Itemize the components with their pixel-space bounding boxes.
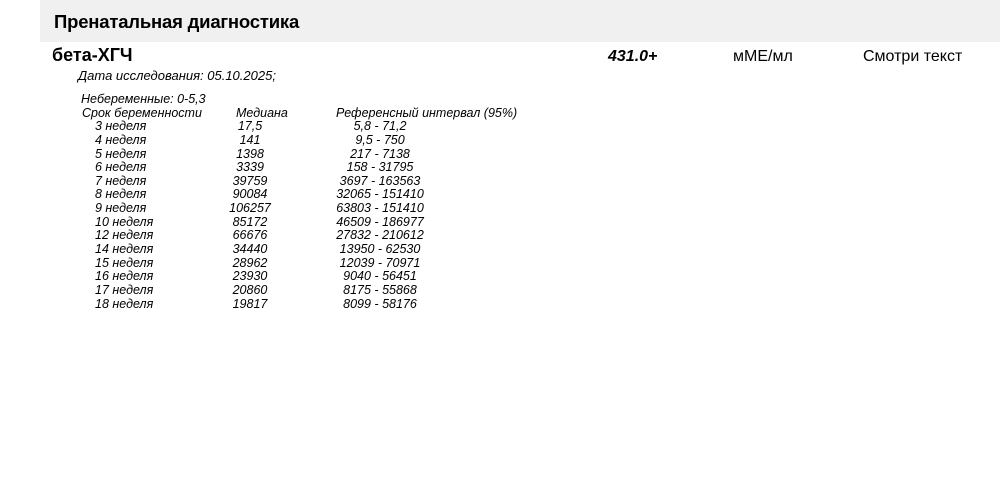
cell-interval: 8175 - 55868 [343, 282, 417, 297]
section-header-bar [40, 0, 1000, 42]
cell-median: 90084 [232, 187, 268, 202]
cell-median: 28962 [232, 255, 268, 270]
cell-median: 106257 [229, 201, 271, 216]
cell-week: 17 неделя [95, 282, 154, 297]
cell-week: 7 неделя [95, 173, 147, 188]
table-row [0, 148, 620, 162]
cell-interval: 158 - 31795 [346, 160, 414, 175]
non-pregnant-range: Небеременные: 0-5,3 [81, 92, 206, 106]
non-pregnant-line [0, 93, 620, 107]
cell-interval: 9,5 - 750 [355, 132, 405, 147]
cell-median: 1398 [236, 146, 264, 161]
cell-interval: 9040 - 56451 [343, 269, 417, 284]
cell-median: 85172 [232, 214, 268, 229]
table-row [0, 202, 620, 216]
table-row [0, 216, 620, 230]
table-row [0, 229, 620, 243]
cell-median: 23930 [232, 269, 268, 284]
table-row [0, 188, 620, 202]
cell-week: 18 неделя [95, 296, 154, 311]
reference-table [0, 93, 620, 311]
table-row [0, 270, 620, 284]
cell-median: 19817 [232, 296, 268, 311]
cell-week: 4 неделя [95, 132, 147, 147]
cell-interval: 5,8 - 71,2 [353, 119, 407, 134]
study-date: Дата исследования: 05.10.2025; [78, 68, 276, 83]
cell-median: 141 [239, 132, 261, 147]
cell-week: 3 неделя [95, 119, 147, 134]
result-units: мМЕ/мл [733, 48, 793, 65]
cell-interval: 32065 - 151410 [336, 187, 424, 202]
cell-interval: 63803 - 151410 [336, 201, 424, 216]
result-reference-note: Смотри текст [863, 48, 963, 65]
cell-median: 3339 [236, 160, 264, 175]
table-row [0, 161, 620, 175]
cell-interval: 217 - 7138 [350, 146, 410, 161]
cell-week: 8 неделя [95, 187, 147, 202]
table-row [0, 284, 620, 298]
table-row [0, 257, 620, 271]
table-header-row [0, 107, 620, 121]
cell-week: 12 неделя [95, 228, 154, 243]
table-row [0, 134, 620, 148]
cell-interval: 13950 - 62530 [339, 242, 421, 257]
cell-interval: 3697 - 163563 [339, 173, 421, 188]
cell-median: 39759 [232, 173, 268, 188]
cell-median: 66676 [232, 228, 268, 243]
col-header-week: Срок беременности [82, 105, 202, 120]
table-row [0, 175, 620, 189]
cell-interval: 27832 - 210612 [336, 228, 424, 243]
cell-week: 14 неделя [95, 242, 154, 257]
col-header-interval: Референсный интервал (95%) [336, 105, 518, 120]
cell-week: 9 неделя [95, 201, 147, 216]
cell-median: 17,5 [237, 119, 263, 134]
cell-week: 15 неделя [95, 255, 154, 270]
table-row [0, 298, 620, 312]
col-header-median: Медиана [236, 105, 288, 120]
cell-week: 6 неделя [95, 160, 147, 175]
cell-week: 5 неделя [95, 146, 147, 161]
section-title: Пренатальная диагностика [54, 11, 300, 32]
result-value: 431.0+ [608, 48, 658, 65]
table-row [0, 243, 620, 257]
test-name: бета-ХГЧ [52, 45, 133, 65]
cell-interval: 12039 - 70971 [339, 255, 421, 270]
cell-interval: 46509 - 186977 [336, 214, 424, 229]
table-body [0, 120, 620, 311]
cell-median: 34440 [232, 242, 268, 257]
cell-median: 20860 [232, 282, 268, 297]
table-row [0, 120, 620, 134]
cell-week: 10 неделя [95, 214, 154, 229]
cell-week: 16 неделя [95, 269, 154, 284]
cell-interval: 8099 - 58176 [343, 296, 417, 311]
